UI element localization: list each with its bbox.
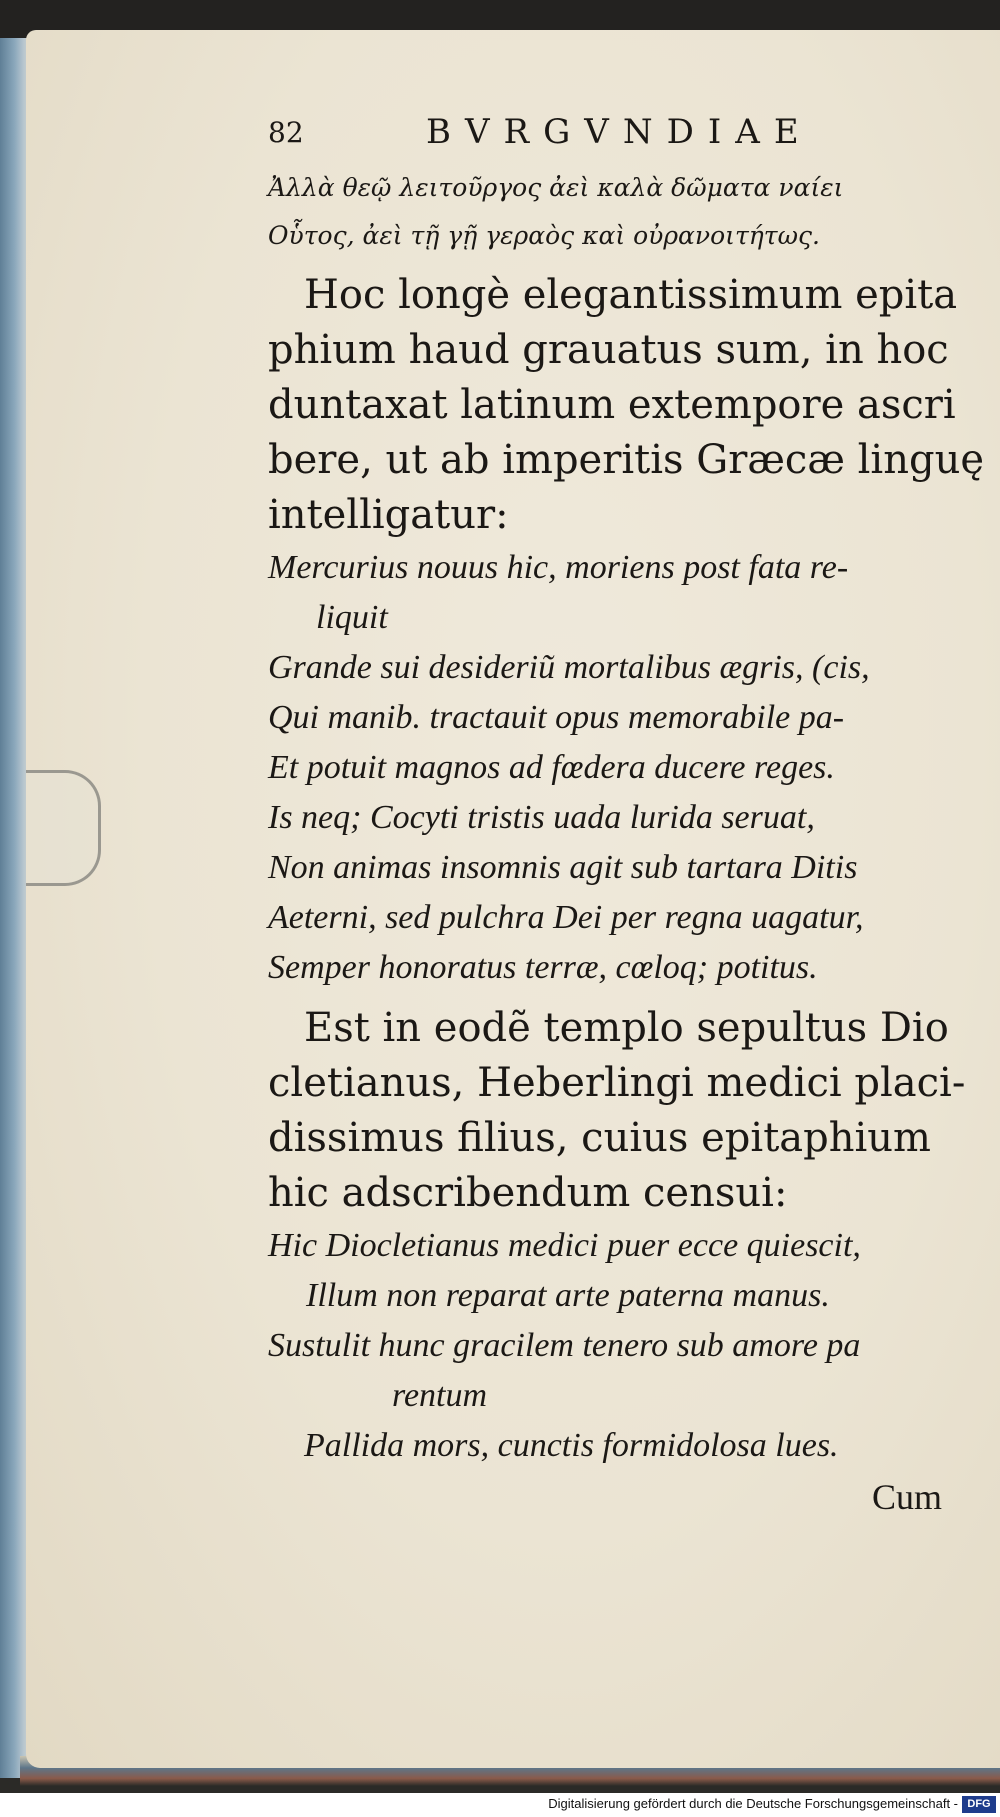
prose-line: hic adscribendum censui: bbox=[268, 1170, 788, 1216]
prose-line: dissimus filius, cuius epitaphium bbox=[268, 1115, 931, 1161]
greek-line: Ἀλλὰ θεῷ λειτοῦργος ἀεὶ καλὰ δῶματα ναίει bbox=[268, 173, 844, 202]
verse-line: Hic Diocletianus medici puer ecce quiescit, bbox=[268, 1227, 861, 1264]
prose-line: cletianus, Heberlingi medici placi- bbox=[268, 1060, 966, 1106]
verse-line: liquit bbox=[316, 599, 388, 636]
verse-line: Non animas insomnis agit sub tartara Ditis bbox=[268, 849, 858, 886]
running-title: BVRGVNDIAE bbox=[426, 112, 813, 152]
verse-line: Semper honoratus terræ, cœloq; potitus. bbox=[268, 949, 818, 986]
verse-line: Et potuit magnos ad fœdera ducere reges. bbox=[268, 749, 835, 786]
verse-line: Aeterni, sed pulchra Dei per regna uagatur, bbox=[268, 899, 864, 936]
verse-line: Illum non reparat arte paterna manus. bbox=[306, 1277, 830, 1314]
page-text bbox=[268, 112, 985, 1523]
prose-line: bere, ut ab imperitis Græcæ linguę bbox=[268, 437, 985, 483]
dfg-logo-icon: DFG bbox=[962, 1796, 996, 1813]
page-clip bbox=[26, 770, 101, 886]
catchword: Cum bbox=[871, 1477, 942, 1517]
greek-line: Οὗτος, ἀεὶ τῇ γῇ γεραὸς καὶ οὐρανοιτήτως. bbox=[268, 221, 820, 250]
digitization-footer bbox=[0, 1793, 1000, 1817]
prose-line: duntaxat latinum extempore ascri bbox=[268, 382, 956, 428]
prose-line: Hoc longè elegantissimum epita bbox=[304, 272, 958, 318]
prose-line: Est in eodẽ templo sepultus Dio bbox=[304, 1005, 949, 1051]
folio-number: 82 bbox=[268, 116, 304, 149]
running-header bbox=[268, 112, 948, 164]
verse-line: Sustulit hunc gracilem tenero sub amore pa bbox=[268, 1327, 861, 1364]
verse-line: Mercurius nouus hic, moriens post fata re- bbox=[268, 549, 849, 586]
verse-line: Grande sui desideriũ mortalibus ægris, (cis, bbox=[268, 649, 870, 686]
prose-line: intelligatur: bbox=[268, 492, 509, 538]
verse-line: rentum bbox=[392, 1377, 488, 1414]
verse-line: Pallida mors, cunctis formidolosa lues. bbox=[304, 1427, 839, 1464]
verse-line: Qui manib. tractauit opus memorabile pa- bbox=[268, 699, 845, 736]
verse-line: Is neq; Cocyti tristis uada lurida seruat, bbox=[268, 799, 815, 836]
prose-line: phium haud grauatus sum, in hoc bbox=[268, 327, 949, 373]
funding-credit: Digitalisierung gefördert durch die Deutsche Forschungsgemeinschaft - bbox=[548, 1796, 958, 1811]
